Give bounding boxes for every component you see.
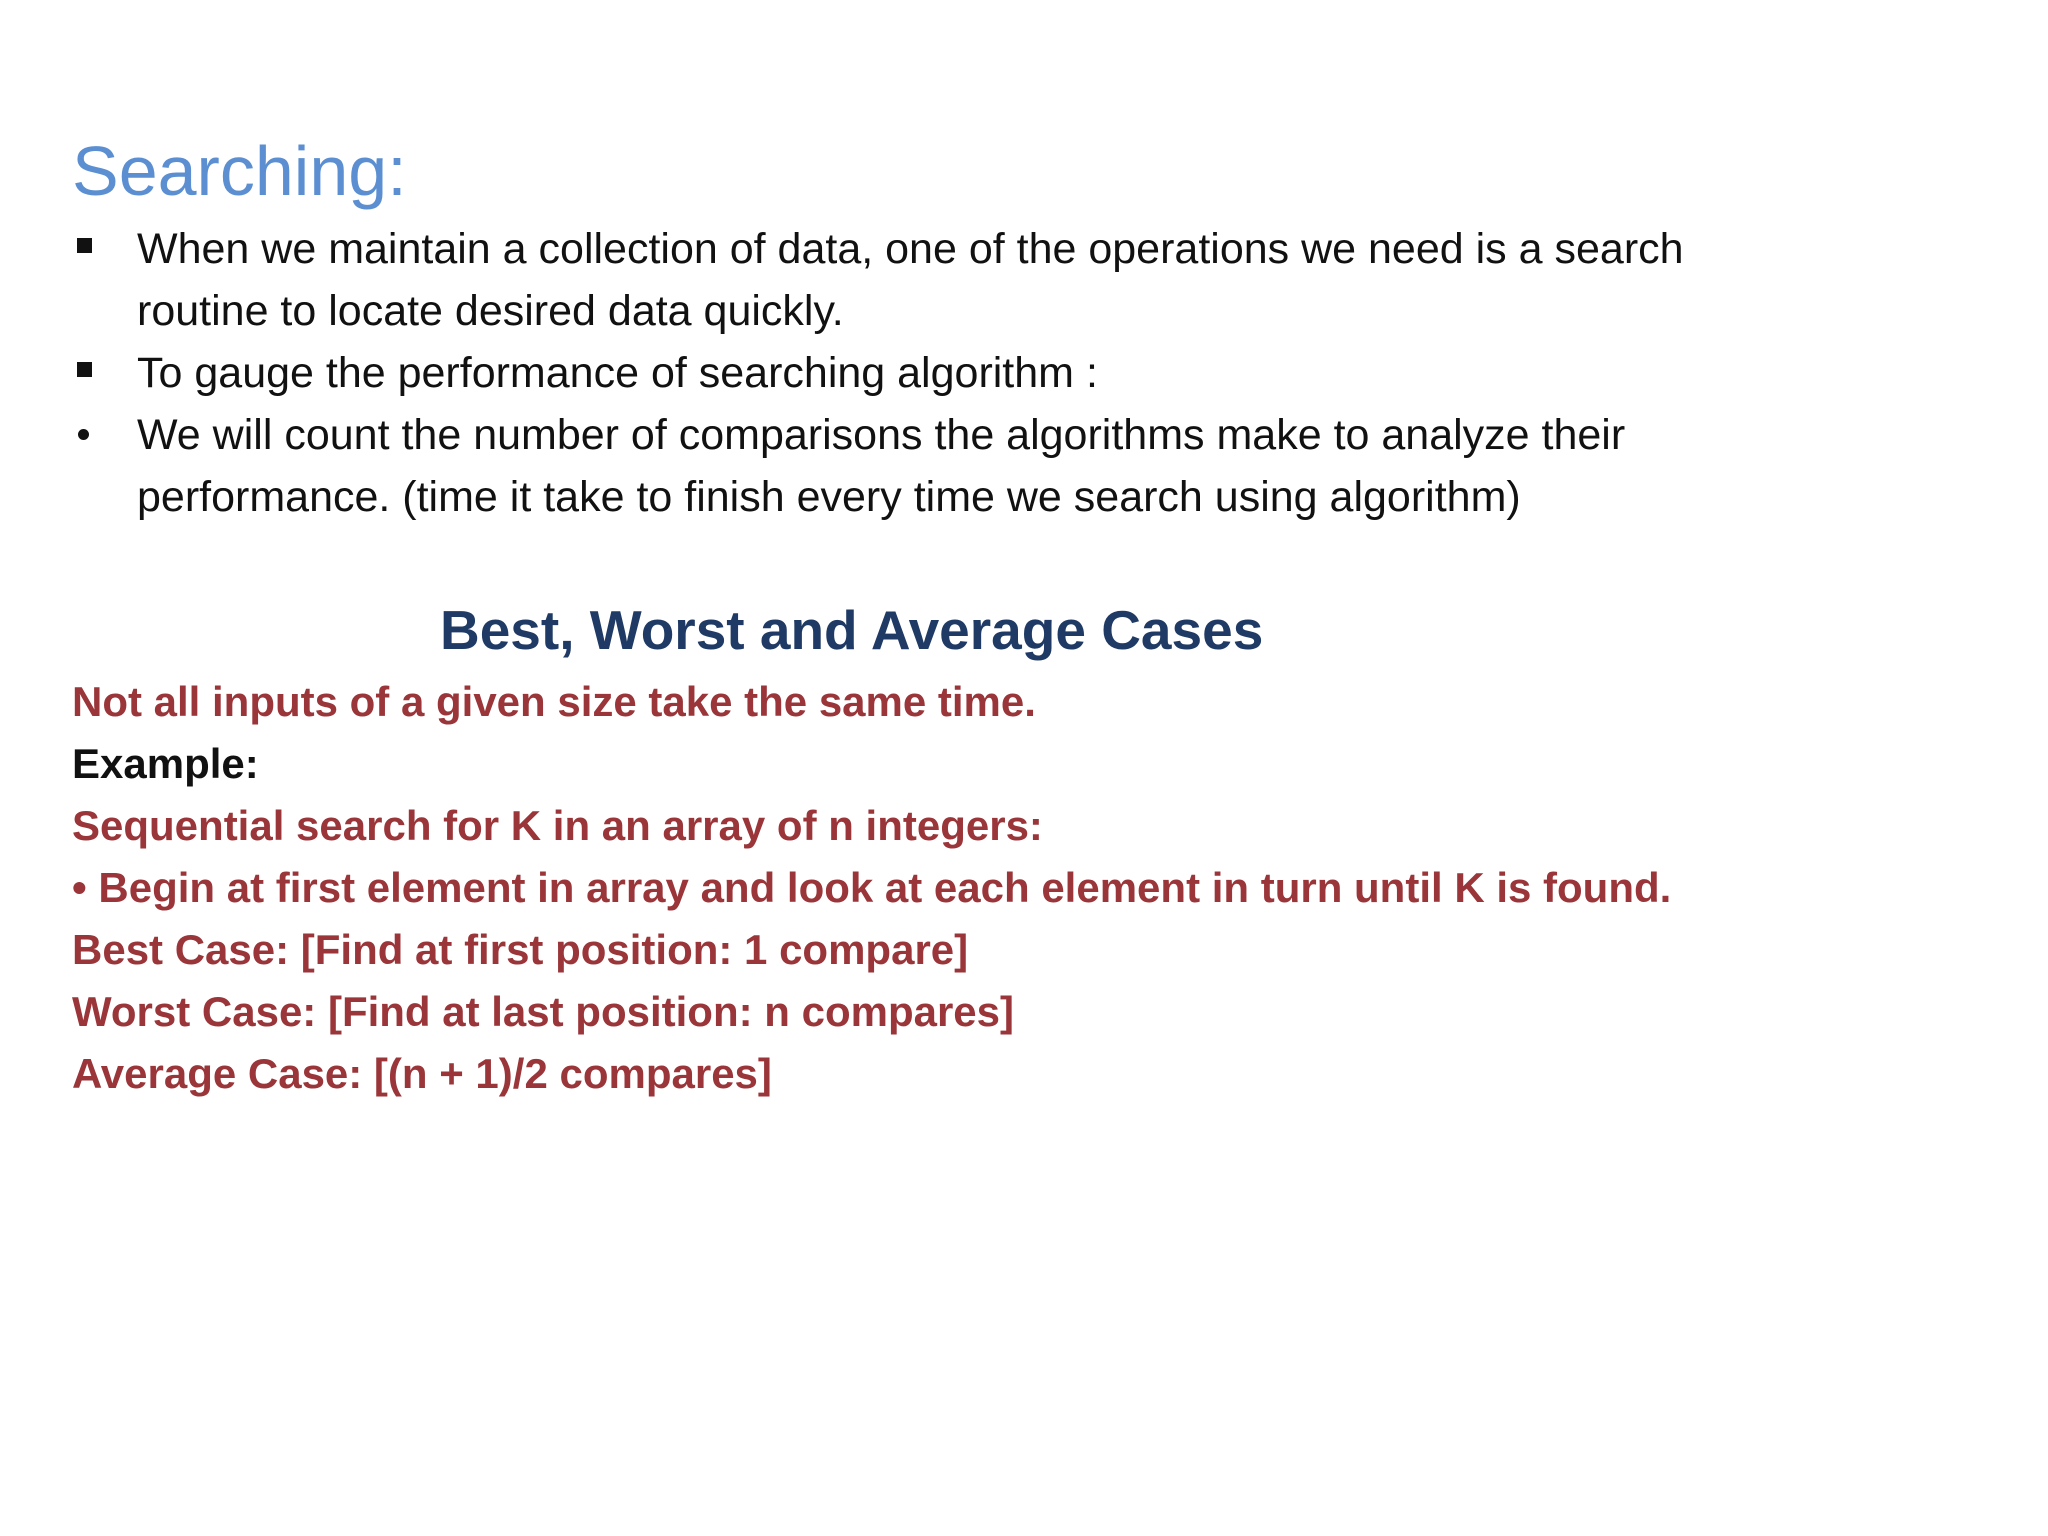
- bullet-text-line: routine to locate desired data quickly.: [137, 287, 844, 335]
- bullet-list: [72, 218, 1972, 528]
- case-line-procedure: • Begin at first element in array and look at each element in turn until K is found.: [72, 864, 1672, 911]
- slide-title: Searching:: [72, 132, 407, 210]
- bullet-item: [72, 342, 1972, 404]
- cases-block: [72, 671, 1972, 1105]
- bullet-text-line: To gauge the performance of searching algorithm :: [137, 349, 1098, 397]
- case-line-intro: Not all inputs of a given size take the same time.: [72, 678, 1036, 725]
- case-line-sequential-search: Sequential search for K in an array of n integers:: [72, 802, 1043, 849]
- bullet-text-line: We will count the number of comparisons the algorithms make to analyze their: [137, 411, 1626, 459]
- bullet-item: [72, 404, 1972, 528]
- case-line-average: Average Case: [(n + 1)/2 compares]: [72, 1050, 772, 1097]
- case-line-best: Best Case: [Find at first position: 1 compare]: [72, 926, 969, 973]
- bullet-text-line: When we maintain a collection of data, one of the operations we need is a search: [137, 225, 1684, 273]
- bullet-text-line: performance. (time it take to finish every time we search using algorithm): [137, 473, 1521, 521]
- section-heading: Best, Worst and Average Cases: [440, 599, 1264, 661]
- case-line-example-label: Example:: [72, 740, 259, 787]
- bullet-item: [72, 218, 1972, 342]
- case-line-worst: Worst Case: [Find at last position: n compares]: [72, 988, 1015, 1035]
